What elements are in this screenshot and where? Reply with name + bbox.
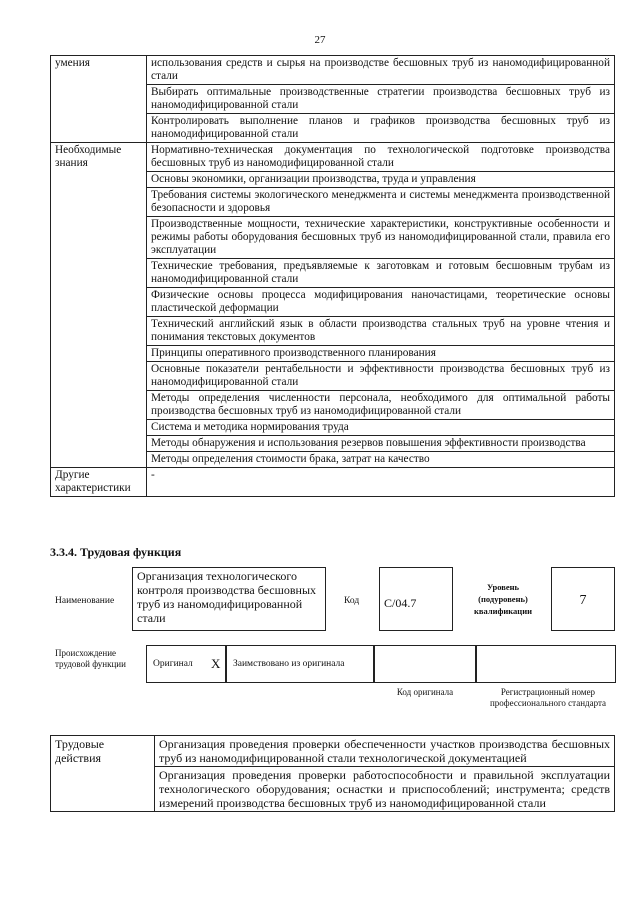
section-title: 3.3.4. Трудовая функция [50, 545, 182, 559]
borrowed-label: Заимствовано из оригинала [233, 659, 345, 669]
knowledge-item: Методы определения численности персонала, необходимого для оптимальной работы производства бесшовных труб из наномодифицированной стали [147, 391, 615, 420]
original-mark: X [211, 656, 221, 671]
skill-item: использования средств и сырья на производстве бесшовных труб из наномодифицированной стали [147, 56, 615, 85]
qualification-level-box: 7 [551, 567, 615, 631]
knowledge-item: Принципы оперативного производственного планирования [147, 346, 615, 362]
knowledge-item: Нормативно-техническая документация по технологической подготовке производства бесшовных труб из наномодифицированной стали [147, 143, 615, 172]
registration-number-cell [476, 645, 616, 683]
function-name-box: Организация технологического контроля производства бесшовных труб из наномодифицированной стали [132, 567, 326, 631]
knowledge-item: Основы экономики, организации производства, труда и управления [147, 172, 615, 188]
action-item: Организация проведения проверки работоспособности и правильной эксплуатации технологического оборудования; оснастки и приспособлений; инструмента; средств измерений производства бесшовных труб из наномодифицированной стали [155, 767, 615, 812]
knowledge-item: Основные показатели рентабельности и эффективности производства бесшовных труб из наномодифицированной стали [147, 362, 615, 391]
name-label: Наименование [55, 596, 115, 606]
knowledge-item: Методы определения стоимости брака, затрат на качество [147, 452, 615, 468]
action-item: Организация проведения проверки обеспеченности участков производства бесшовных труб из наномодифицированной стали технологической документацией [155, 736, 615, 767]
table-row [51, 736, 615, 767]
row-header-other: Другие характеристики [51, 468, 147, 497]
code-label: Код [344, 596, 360, 606]
page-number: 27 [314, 34, 326, 46]
registration-number-caption: Регистрационный номер профессионального стандарта [489, 687, 607, 708]
skill-item: Выбирать оптимальные производственные стратегии производства бесшовных труб из наномодифицированной стали [147, 85, 615, 114]
origin-row [146, 645, 616, 683]
skill-item: Контролировать выполнение планов и графиков производства бесшовных труб из наномодифицированной стали [147, 114, 615, 143]
table-row [51, 468, 615, 497]
original-cell [146, 645, 226, 683]
table-row [51, 56, 615, 85]
borrowed-cell [226, 645, 374, 683]
knowledge-item: Производственные мощности, технические характеристики, конструктивные особенности и режимы работы оборудования бесшовных труб из наномодифицированной стали, правила его эксплуатации [147, 217, 615, 259]
row-header-skills: умения [51, 56, 147, 143]
knowledge-item: Физические основы процесса модифицирования наночастицами, теоретические основы пластической деформации [147, 288, 615, 317]
knowledge-item: Технические требования, предъявляемые к заготовкам и готовым бесшовным трубам из наномодифицированной стали [147, 259, 615, 288]
other-value: - [147, 468, 615, 497]
knowledge-item: Система и методика нормирования труда [147, 420, 615, 436]
level-label: Уровень (подуровень) квалификации [474, 582, 532, 616]
row-header-knowledge: Необходимые знания [51, 143, 147, 468]
row-header-actions: Трудовые действия [51, 736, 155, 812]
origin-label: Происхождение трудовой функции [55, 648, 126, 669]
labor-actions-table [50, 735, 615, 812]
skills-knowledge-table [50, 55, 615, 497]
table-row [51, 143, 615, 172]
original-code-cell [374, 645, 476, 683]
original-label: Оригинал [153, 659, 193, 669]
function-code-box: С/04.7 [379, 567, 453, 631]
knowledge-item: Методы обнаружения и использования резервов повышения эффективности производства [147, 436, 615, 452]
knowledge-item: Технический английский язык в области производства стальных труб на уровне чтения и понимания текстовых документов [147, 317, 615, 346]
knowledge-item: Требования системы экологического менеджмента и системы менеджмента производственной безопасности и здоровья [147, 188, 615, 217]
original-code-caption: Код оригинала [396, 687, 454, 697]
